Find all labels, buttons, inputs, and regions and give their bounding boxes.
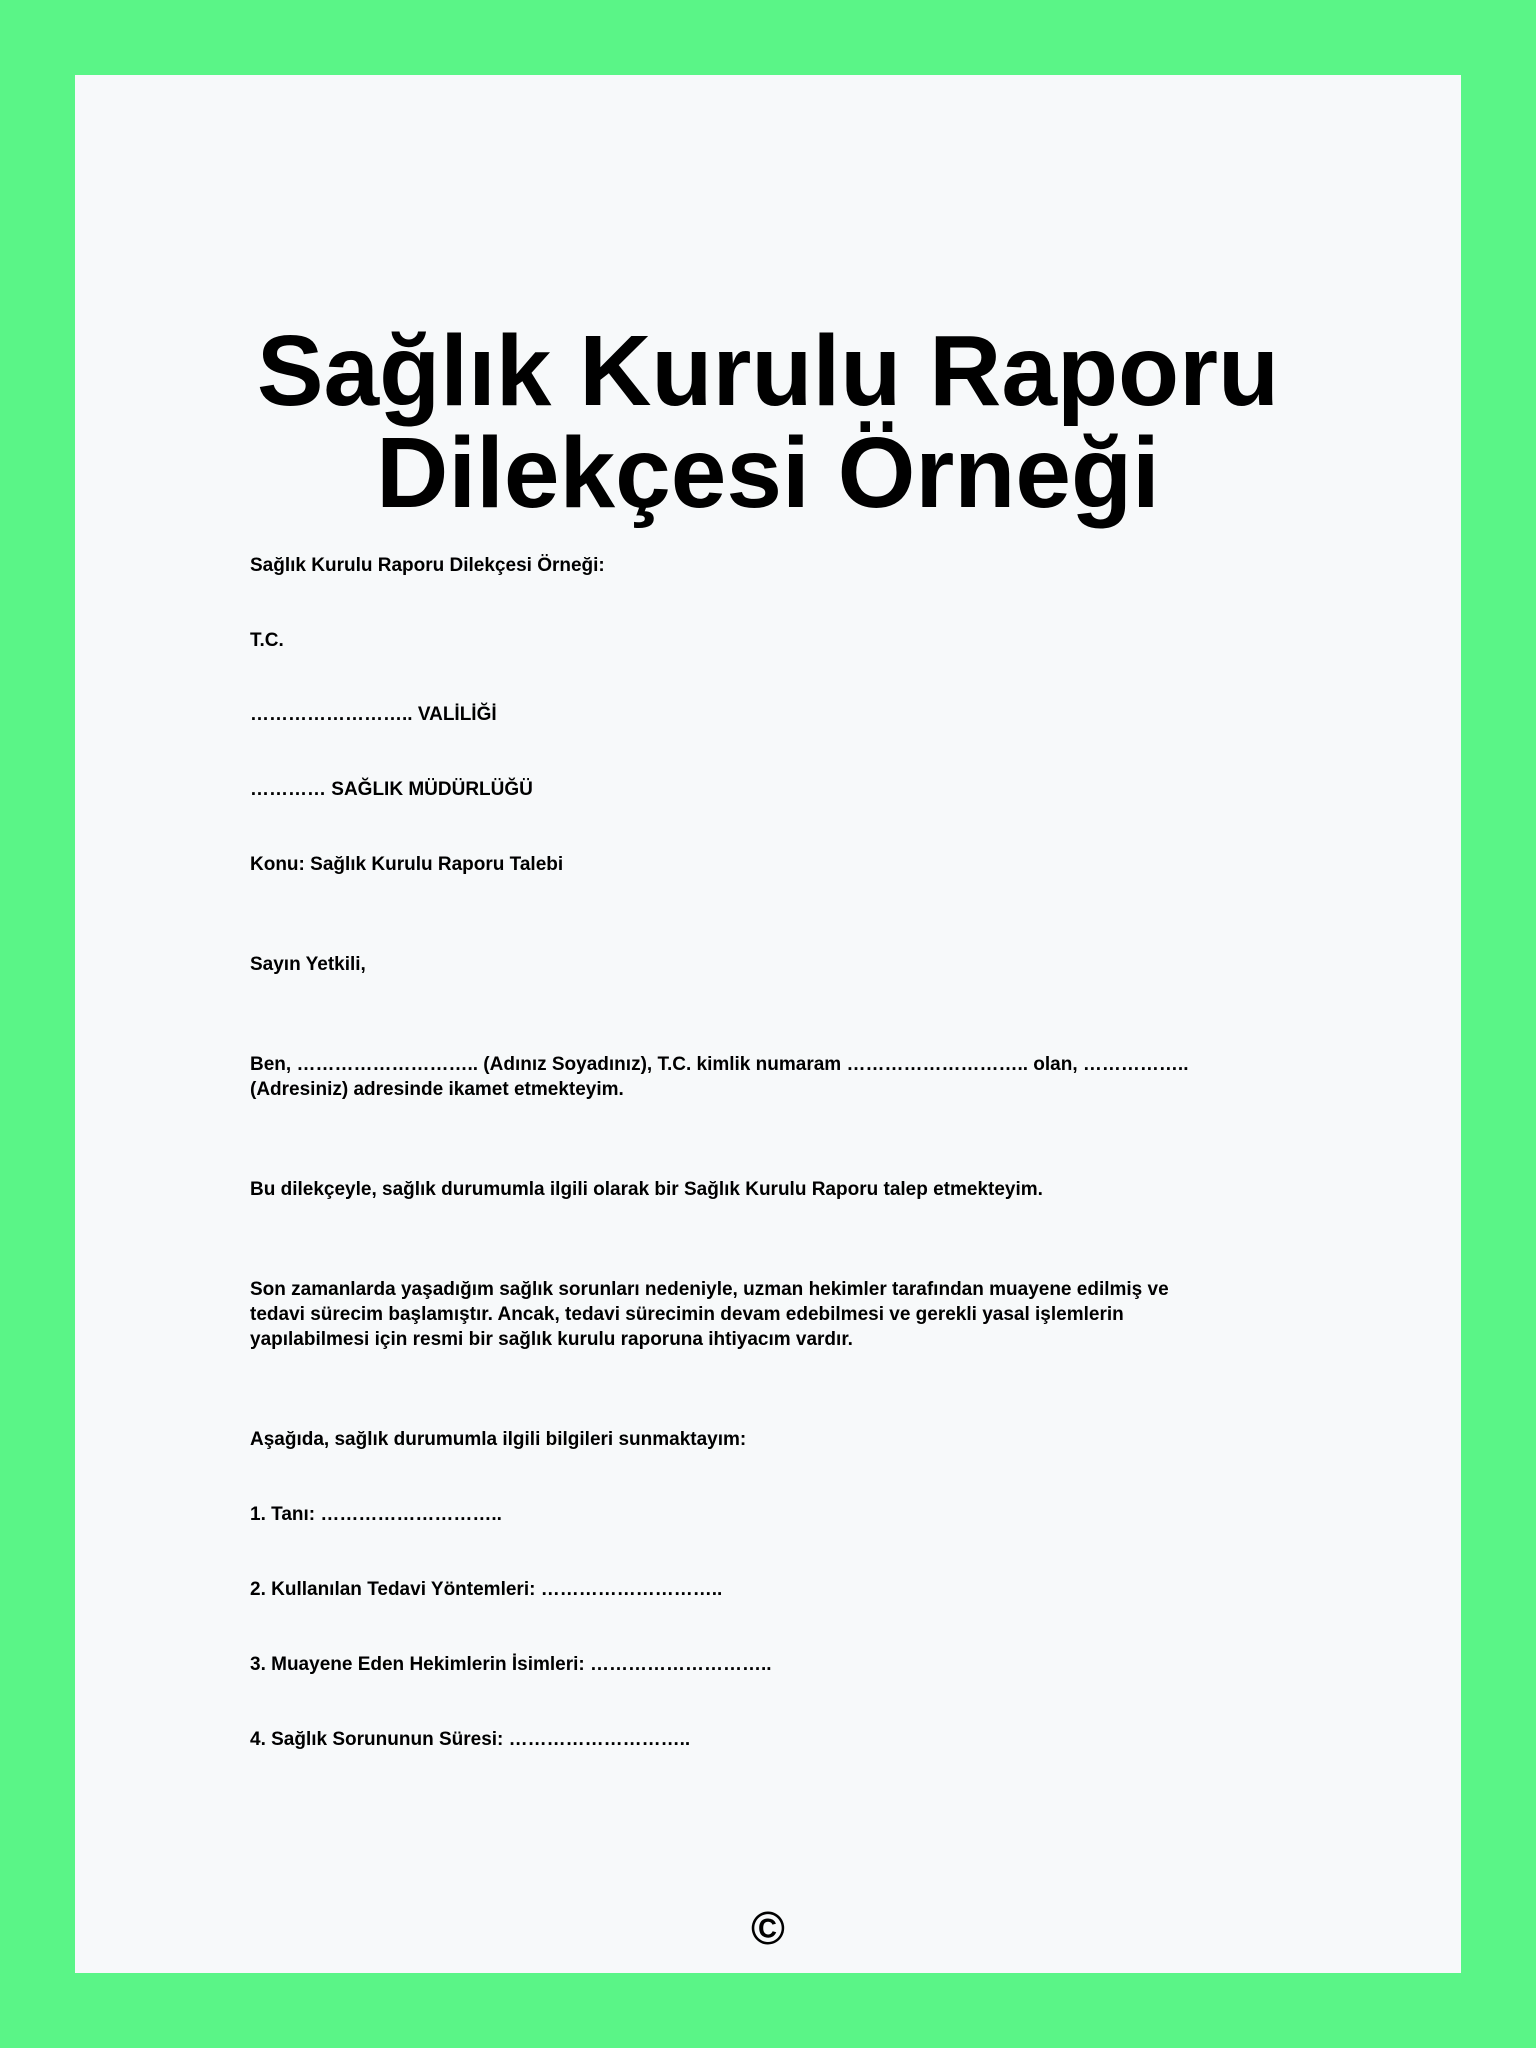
copyright-icon: © — [751, 1902, 785, 1954]
reason-paragraph — [250, 1277, 1270, 1352]
reason-line-1: Son zamanlarda yaşadığım sağlık sorunları nedeniyle, uzman hekimler tarafından muayene edilmiş ve — [250, 1279, 1169, 1300]
reason-line-2: tedavi sürecim başlamıştır. Ancak, tedavi sürecimin devam edebilmesi ve gerekli yasal işlemlerin — [250, 1304, 1124, 1325]
info-item-physician-names: 3. Muayene Eden Hekimlerin İsimleri: ……………………….. — [250, 1654, 772, 1675]
identity-paragraph — [250, 1052, 1270, 1102]
info-item-treatment-methods: 2. Kullanılan Tedavi Yöntemleri: ……………………….. — [250, 1579, 723, 1600]
title-line-2: Dilekçesi Örneği — [376, 417, 1160, 529]
letter-tc: T.C. — [250, 630, 284, 651]
identity-line-2: (Adresiniz) adresinde ikamet etmekteyim. — [250, 1079, 624, 1100]
reason-line-3: yapılabilmesi için resmi bir sağlık kurulu raporuna ihtiyacım vardır. — [250, 1329, 853, 1350]
letter-directorate: ………… SAĞLIK MÜDÜRLÜĞÜ — [250, 779, 533, 800]
info-item-diagnosis: 1. Tanı: ……………………….. — [250, 1504, 502, 1525]
identity-line-1: Ben, ……………………….. (Adınız Soyadınız), T.C. kimlik numaram ……………………….. olan, …………….. — [250, 1054, 1189, 1075]
title-line-1: Sağlık Kurulu Raporu — [256, 315, 1280, 427]
document-page — [75, 75, 1461, 1973]
document-title — [75, 315, 1461, 529]
letter-governorship: …………………….. VALİLİĞİ — [250, 704, 497, 725]
letter-salutation: Sayın Yetkili, — [250, 954, 366, 975]
info-intro: Aşağıda, sağlık durumumla ilgili bilgileri sunmaktayım: — [250, 1429, 747, 1450]
info-item-problem-duration: 4. Sağlık Sorununun Süresi: ……………………….. — [250, 1729, 691, 1750]
request-paragraph: Bu dilekçeyle, sağlık durumumla ilgili olarak bir Sağlık Kurulu Raporu talep etmekteyim. — [250, 1179, 1043, 1200]
letter-subject: Konu: Sağlık Kurulu Raporu Talebi — [250, 854, 564, 875]
letter-heading: Sağlık Kurulu Raporu Dilekçesi Örneği: — [250, 555, 605, 576]
